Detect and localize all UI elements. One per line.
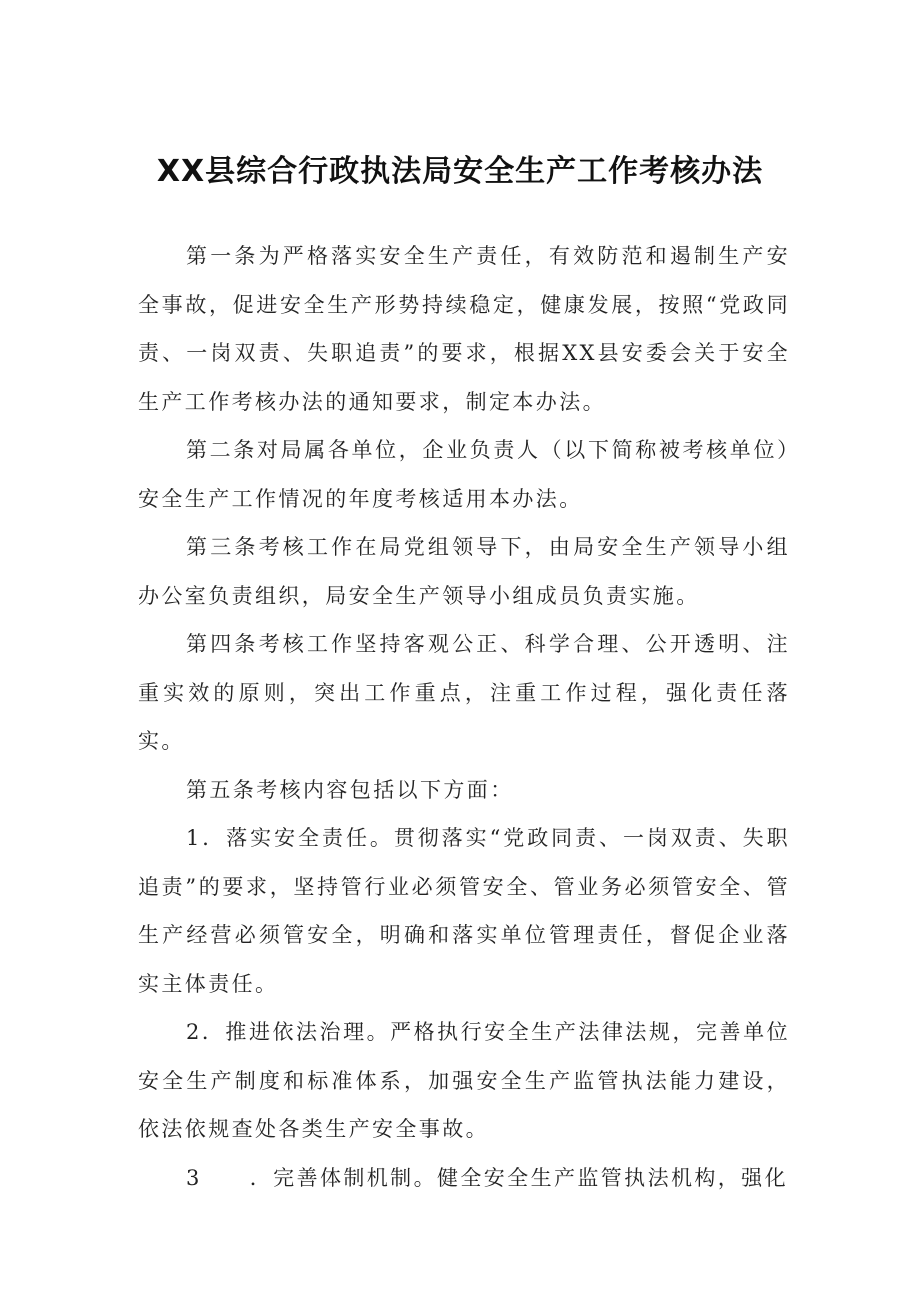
item-3-number: 3 [186,1165,202,1190]
document-title: XX县综合行政执法局安全生产工作考核办法 [156,154,764,189]
item-1-paragraph: 1．落实安全责任。贯彻落实“党政同责、一岗双责、失职追责”的要求，坚持管行业必须管安全、管业务必须管安全、管生产经营必须管安全，明确和落实单位管理责任，督促企业落实主体责任。 [138,826,790,996]
article-3-paragraph: 第三条考核工作在局党组领导下，由局安全生产领导小组办公室负责组织，局安全生产领导小组成员负责实施。 [138,535,790,608]
item-3-text: ．完善体制机制。健全安全生产监管执法机构，强化 [249,1165,788,1190]
item-3-paragraph [138,1154,790,1203]
document-body [138,232,790,1202]
article-5-paragraph: 第五条考核内容包括以下方面： [186,777,514,802]
article-1-paragraph: 第一条为严格落实安全生产责任，有效防范和遏制生产安全事故，促进安全生产形势持续稳定，健康发展，按照“党政同责、一岗双责、失职追责”的要求，根据XX县安委会关于安全生产工作考核办法的通知要求，制定本办法。 [138,244,790,414]
article-2-paragraph: 第二条对局属各单位，企业负责人（以下简称被考核单位）安全生产工作情况的年度考核适用本办法。 [138,438,790,511]
item-2-paragraph: 2．推进依法治理。严格执行安全生产法律法规，完善单位安全生产制度和标准体系，加强安全生产监管执法能力建设，依法依规查处各类生产安全事故。 [138,1020,790,1141]
article-4-paragraph: 第四条考核工作坚持客观公正、科学合理、公开透明、注重实效的原则，突出工作重点，注重工作过程，强化责任落实。 [138,632,790,753]
